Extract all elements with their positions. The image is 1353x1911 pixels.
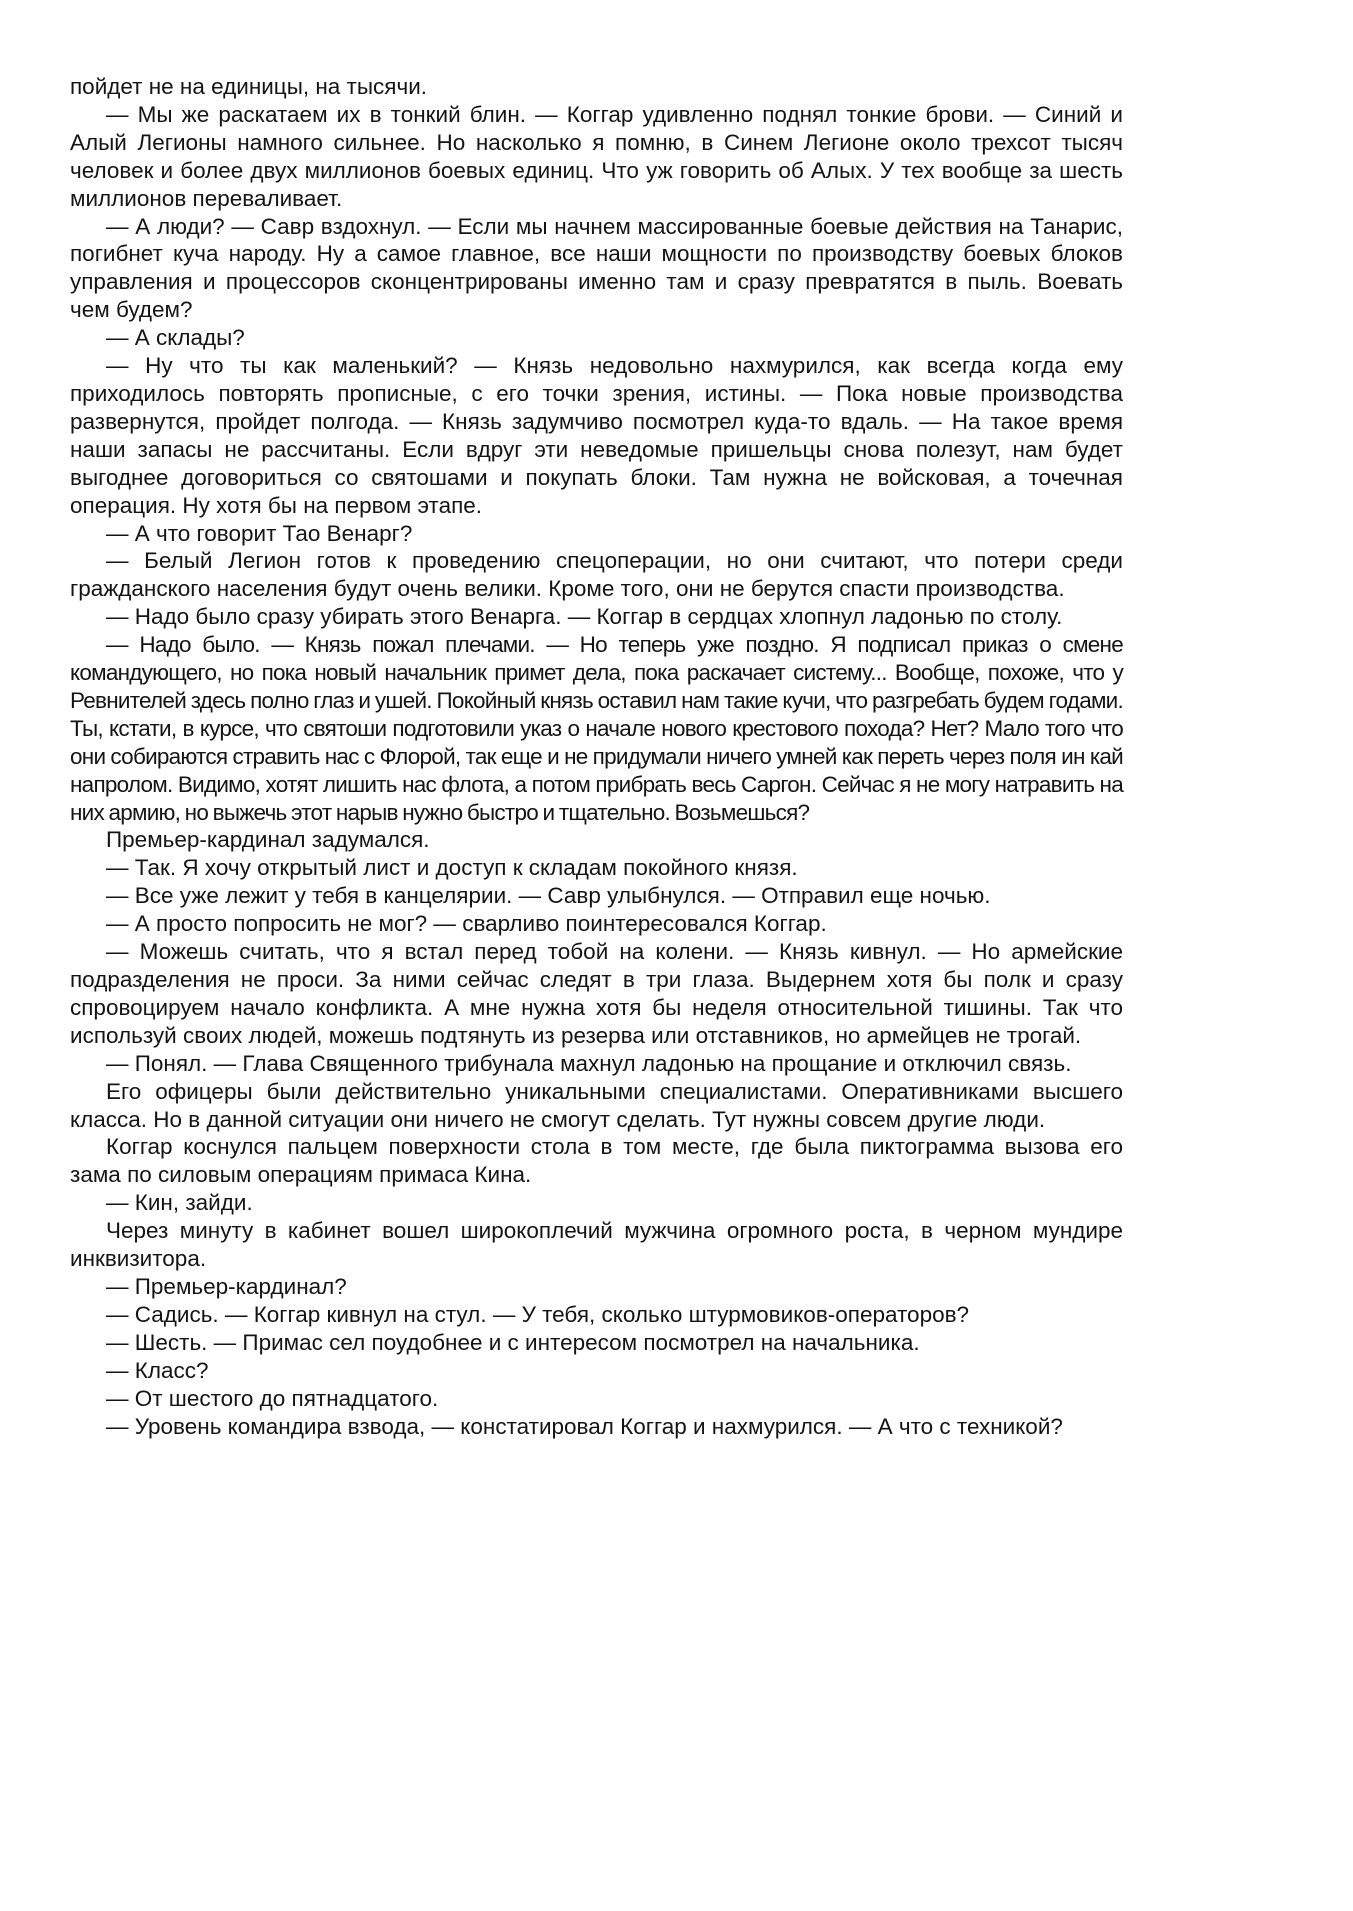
paragraph: — Можешь считать, что я встал перед тобой на колени. — Князь кивнул. — Но армейские подразделения не проси. За ними сейчас следят в три глаза. Выдернем хотя бы полк и сразу спровоцируем начало конфликта. А мне нужна хотя бы неделя относительной тишины. Так что используй своих людей, можешь подтянуть из резерва или отставников, но армейцев не трогай.	[70, 939, 1123, 1048]
document-page	[70, 73, 1123, 1440]
paragraph: Его офицеры были действительно уникальными специалистами. Оперативниками высшего класса. Но в данной ситуации они ничего не смогут сделать. Тут нужны совсем другие люди.	[70, 1078, 1123, 1132]
paragraph: — Кин, зайди.	[106, 1190, 253, 1216]
paragraph: — Так. Я хочу открытый лист и доступ к складам покойного князя.	[106, 855, 798, 881]
paragraph: Премьер-кардинал задумался.	[106, 827, 430, 853]
paragraph: — Понял. — Глава Священного трибунала махнул ладонью на прощание и отключил связь.	[106, 1050, 1072, 1076]
paragraph: — Шесть. — Примас сел поудобнее и с интересом посмотрел на начальника.	[106, 1329, 920, 1355]
paragraph: — Надо было. — Князь пожал плечами. — Но теперь уже поздно. Я подписал приказ о смене командующего, но пока новый начальник примет дела, пока раскачает систему... Вообще, похоже, что у Ревнителей здесь полно глаз и ушей. Покойный князь оставил нам такие кучи, что разгребать будем годами. Ты, кстати, в курсе, что святоши подготовили указ о начале нового крестового похода? Нет? Мало того что они собираются стравить нас с Флорой, так еще и не придумали ничего умней как переть через поля ин кай напролом. Видимо, хотят лишить нас флота, а потом прибрать весь Саргон. Сейчас я не могу натравить на них армию, но выжечь этот нарыв нужно быстро и тщательно. Возьмешься?	[70, 632, 1123, 825]
paragraph: — А склады?	[106, 325, 245, 351]
paragraph: — Ну что ты как маленький? — Князь недовольно нахмурился, как всегда когда ему приходилось повторять прописные, с его точки зрения, истины. — Пока новые производства развернутся, пройдет полгода. — Князь задумчиво посмотрел куда-то вдаль. — На такое время наши запасы не рассчитаны. Если вдруг эти неведомые пришельцы снова полезут, нам будет выгоднее договориться со святошами и покупать блоки. Там нужна не войсковая, а точечная операция. Ну хотя бы на первом этапе.	[70, 353, 1123, 518]
paragraph: — А просто попросить не мог? — сварливо поинтересовался Коггар.	[106, 911, 827, 937]
paragraph: Через минуту в кабинет вошел широкоплечий мужчина огромного роста, в черном мундире инквизитора.	[70, 1218, 1123, 1272]
paragraph: — От шестого до пятнадцатого.	[106, 1385, 439, 1411]
paragraph: — Премьер-кардинал?	[106, 1273, 347, 1299]
paragraph: пойдет не на единицы, на тысячи.	[70, 74, 428, 99]
paragraph: — Белый Легион готов к проведению спецоперации, но они считают, что потери среди гражданского населения будут очень велики. Кроме того, они не берутся спасти производства.	[70, 548, 1123, 602]
paragraph: — А люди? — Савр вздохнул. — Если мы начнем массированные боевые действия на Танарис, погибнет куча народу. Ну а самое главное, все наши мощности по производству боевых блоков управления и процессоров сконцентрированы именно там и сразу превратятся в пыль. Воевать чем будем?	[70, 213, 1123, 323]
paragraph: — Класс?	[106, 1357, 209, 1383]
paragraph: Коггар коснулся пальцем поверхности стола в том месте, где была пиктограмма вызова его зама по силовым операциям примаса Кина.	[70, 1134, 1123, 1188]
paragraph: — Мы же раскатаем их в тонкий блин. — Коггар удивленно поднял тонкие брови. — Синий и Алый Легионы намного сильнее. Но насколько я помню, в Синем Легионе около трехсот тысяч человек и более двух миллионов боевых единиц. Что уж говорить об Алых. У тех вообще за шесть миллионов переваливает.	[70, 101, 1123, 211]
paragraph: — Садись. — Коггар кивнул на стул. — У тебя, сколько штурмовиков-операторов?	[106, 1301, 970, 1327]
paragraph: — Все уже лежит у тебя в канцелярии. — Савр улыбнулся. — Отправил еще ночью.	[106, 883, 991, 909]
paragraph: — Надо было сразу убирать этого Венарга. — Коггар в сердцах хлопнул ладонью по столу.	[106, 604, 1063, 630]
paragraph: — Уровень командира взвода, — констатировал Коггар и нахмурился. — А что с техникой?	[106, 1413, 1063, 1439]
paragraph: — А что говорит Тао Венарг?	[106, 520, 413, 546]
